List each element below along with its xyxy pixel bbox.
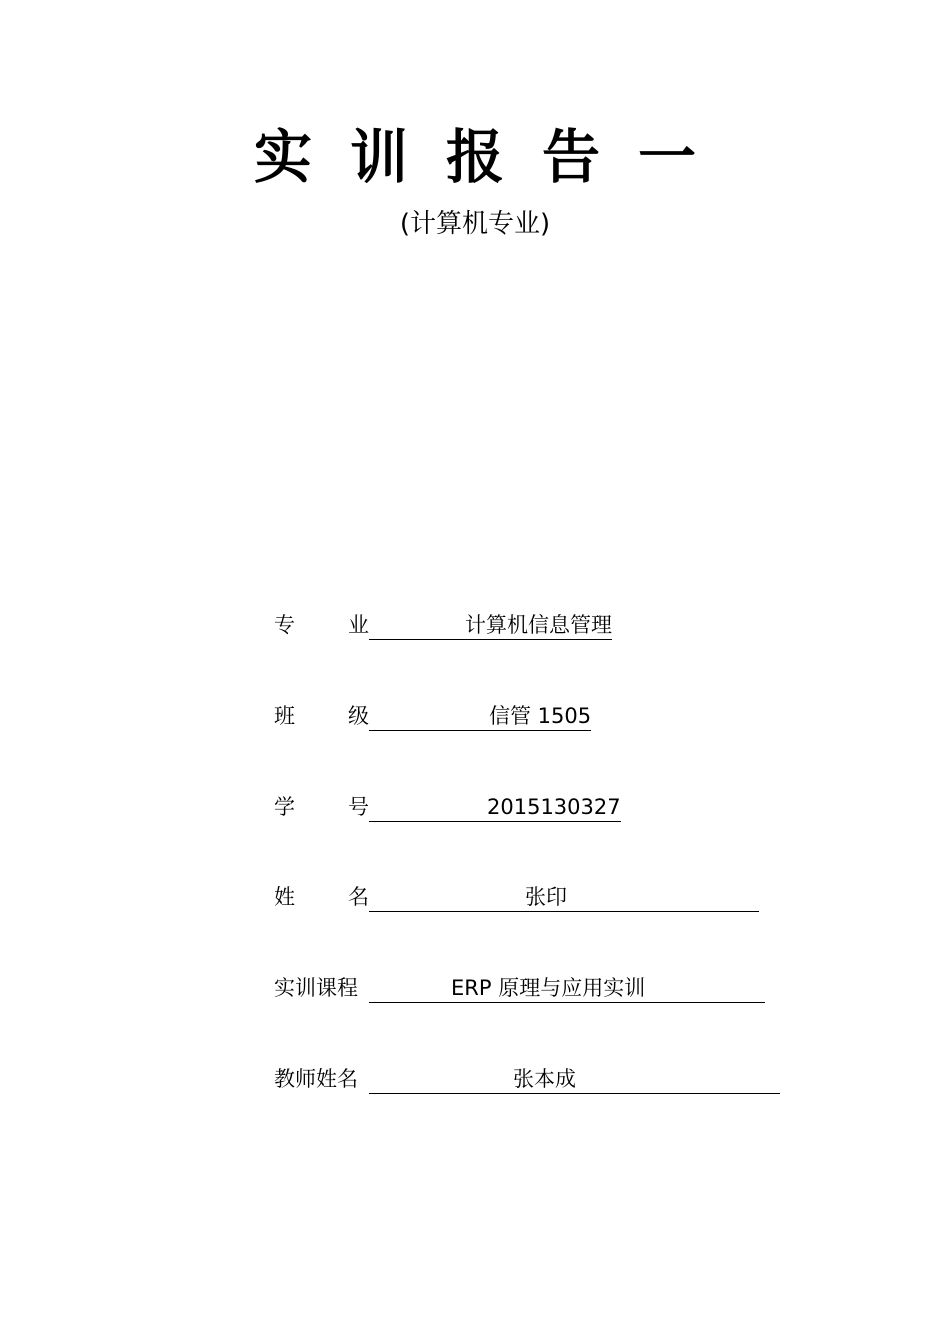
- field-major: [274, 606, 612, 640]
- field-teacher-label: [274, 1064, 369, 1094]
- field-class-label-char-2: 级: [348, 704, 369, 728]
- field-student-id-label: [274, 792, 369, 822]
- field-student-id: [274, 788, 621, 822]
- field-student-id-value: 2015130327: [487, 795, 621, 819]
- field-teacher: [274, 1060, 780, 1094]
- field-student-id-label-char-2: 号: [348, 795, 369, 819]
- field-name-label-char-2: 名: [348, 885, 369, 909]
- field-name-label-char-1: 姓: [274, 885, 295, 909]
- field-class-value-line: [369, 702, 591, 731]
- field-major-label-char-2: 业: [348, 613, 369, 637]
- field-course: [274, 969, 765, 1003]
- report-title: 实训报告一: [253, 123, 734, 191]
- field-name-value-line: [369, 883, 759, 912]
- field-class-label: [274, 701, 369, 731]
- field-name-value: 张印: [525, 885, 567, 909]
- field-teacher-label-text: 教师姓名: [274, 1067, 358, 1091]
- field-major-value-line: [369, 611, 612, 640]
- field-name-label: [274, 882, 369, 912]
- field-major-label: [274, 610, 369, 640]
- field-teacher-value: 张本成: [513, 1067, 576, 1091]
- field-teacher-value-line: [369, 1065, 780, 1094]
- report-subtitle: (计算机专业): [399, 209, 551, 239]
- field-major-value: 计算机信息管理: [465, 613, 612, 637]
- field-class: [274, 697, 591, 731]
- field-student-id-value-line: [369, 793, 621, 822]
- field-course-label-text: 实训课程: [274, 976, 358, 1000]
- field-course-value: ERP 原理与应用实训: [451, 976, 646, 1000]
- field-student-id-label-char-1: 学: [274, 795, 295, 819]
- field-class-value: 信管 1505: [489, 704, 592, 728]
- field-course-value-line: [369, 974, 765, 1003]
- field-class-label-char-1: 班: [274, 704, 295, 728]
- field-course-label: [274, 973, 369, 1003]
- field-major-label-char-1: 专: [274, 613, 295, 637]
- field-name: [274, 878, 759, 912]
